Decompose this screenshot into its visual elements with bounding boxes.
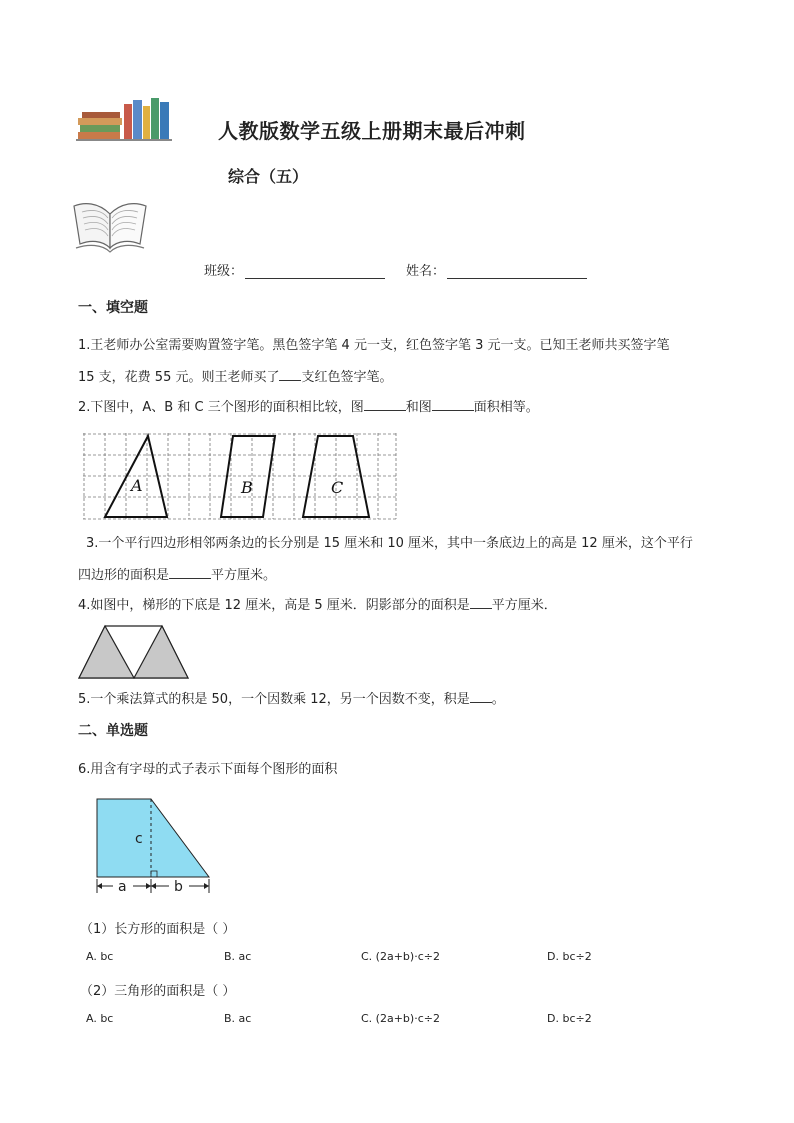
- q1-blank[interactable]: [279, 366, 301, 381]
- question-3-cont: [78, 560, 718, 592]
- label-b: B: [241, 478, 253, 497]
- section-heading-fill: 一、填空题: [78, 300, 148, 316]
- q4-trapezoid-figure: [78, 624, 190, 680]
- q3-line2b: 平方厘米。: [211, 568, 277, 583]
- name-label: 姓名：: [406, 264, 446, 279]
- name-line[interactable]: [447, 264, 587, 279]
- label-a: A: [131, 476, 143, 495]
- name-field[interactable]: [406, 260, 587, 279]
- option-2c[interactable]: C. (2a+b)·c÷2: [361, 1012, 440, 1025]
- open-book-icon: [70, 194, 150, 256]
- class-label: 班级：: [204, 264, 244, 279]
- parallelogram-b-shape: [221, 436, 275, 517]
- q1-line2b: 支红色签字笔。: [301, 370, 393, 385]
- q2-blank-2[interactable]: [432, 396, 474, 411]
- q1-line2a: 15 支，花费 55 元。则王老师买了: [78, 370, 280, 385]
- page-title: 人教版数学五级上册期末最后冲刺: [218, 119, 526, 143]
- q4-blank[interactable]: [470, 594, 492, 609]
- fig-label-a: a: [118, 879, 127, 895]
- label-c: C: [331, 478, 344, 497]
- question-3: [86, 528, 726, 560]
- question-6: 6.用含有字母的式子表示下面每个图形的面积: [78, 762, 338, 777]
- q2-text-b: 和图: [405, 400, 432, 415]
- fig-label-b: b: [174, 879, 183, 895]
- q3-line2a: 四边形的面积是: [78, 568, 170, 583]
- q5-text-a: 5.一个乘法算式的积是 50，一个因数乘 12，另一个因数不变，积是: [78, 692, 470, 707]
- q1-line1: 1.王老师办公室需要购置签字笔。黑色签字笔 4 元一支，红色签字笔 3 元一支。已知王老师共买签字笔: [78, 338, 670, 353]
- q2-blank-1[interactable]: [364, 396, 406, 411]
- sub-question-1: （1）长方形的面积是（ ）: [80, 922, 236, 937]
- question-5: [78, 684, 718, 716]
- books-icon: [76, 94, 176, 142]
- q2-text-c: 面积相等。: [473, 400, 539, 415]
- option-1b[interactable]: B. ac: [224, 950, 252, 963]
- option-1c[interactable]: C. (2a+b)·c÷2: [361, 950, 440, 963]
- q3-blank[interactable]: [169, 564, 211, 579]
- option-2d[interactable]: D. bc÷2: [547, 1012, 592, 1025]
- q4-text-b: 平方厘米．: [491, 598, 557, 613]
- class-field[interactable]: [204, 260, 385, 279]
- sub-question-2: （2）三角形的面积是（ ）: [80, 984, 236, 999]
- q5-text-b: 。: [491, 692, 505, 707]
- section-heading-choice: 二、单选题: [78, 723, 148, 739]
- q3-line1: 3.一个平行四边形相邻两条边的长分别是 15 厘米和 10 厘米，其中一条底边上的高是 12 厘米，这个平行: [86, 536, 693, 551]
- q2-text-a: 2.下图中，A、B 和 C 三个图形的面积相比较，图: [78, 400, 364, 415]
- question-4: [78, 590, 718, 622]
- composite-shape: [97, 799, 209, 877]
- fig-label-c: c: [135, 831, 143, 847]
- question-2: [78, 392, 718, 424]
- q4-text-a: 4.如图中，梯形的下底是 12 厘米，高是 5 厘米．阴影部分的面积是: [78, 598, 470, 613]
- option-2a[interactable]: A. bc: [86, 1012, 114, 1025]
- q5-blank[interactable]: [470, 688, 492, 703]
- page-subtitle: 综合（五）: [228, 167, 309, 186]
- question-1: [78, 330, 718, 394]
- q2-grid-figure: [83, 433, 397, 521]
- class-line[interactable]: [245, 264, 385, 279]
- option-1d[interactable]: D. bc÷2: [547, 950, 592, 963]
- option-2b[interactable]: B. ac: [224, 1012, 252, 1025]
- q6-figure: [93, 795, 215, 895]
- option-1a[interactable]: A. bc: [86, 950, 114, 963]
